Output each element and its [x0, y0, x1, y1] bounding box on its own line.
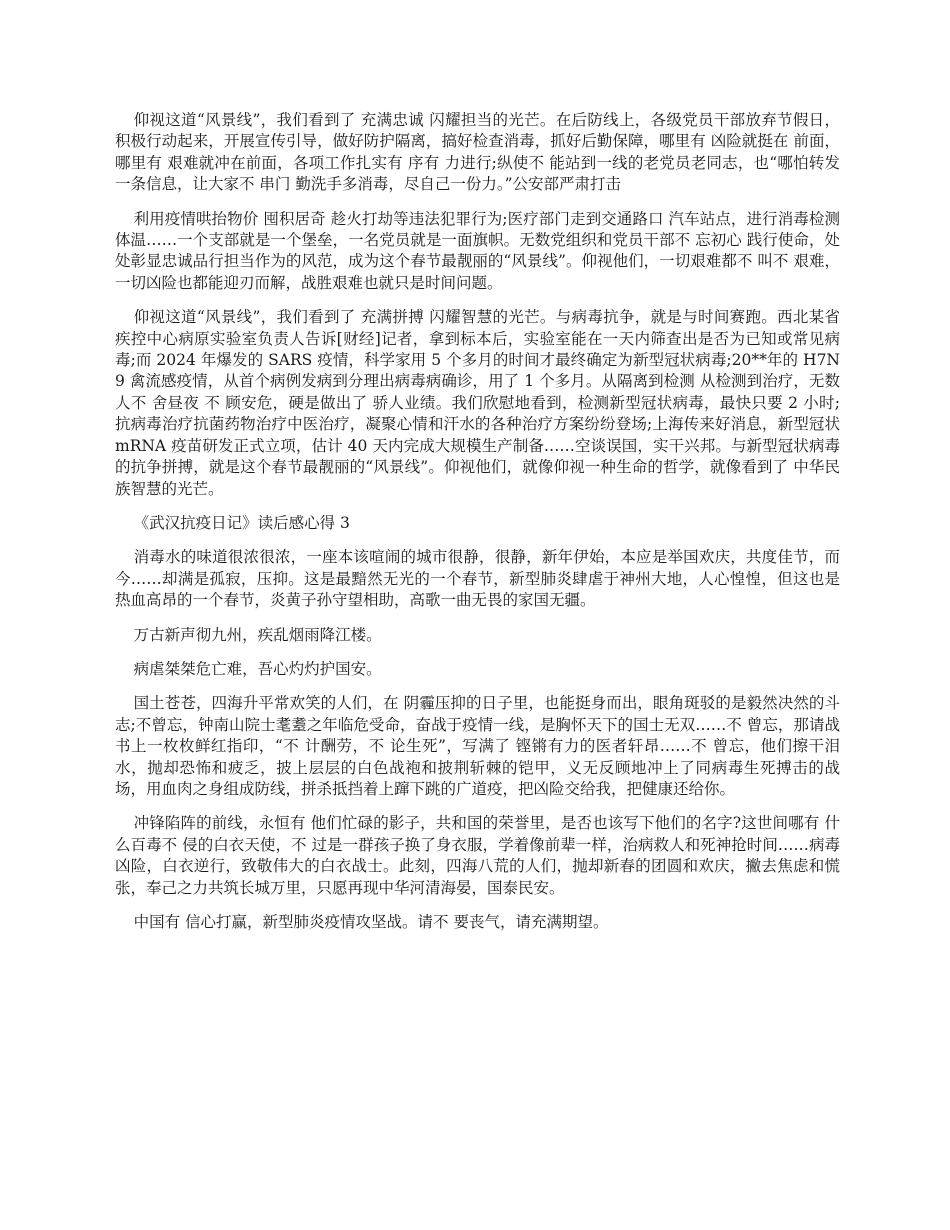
paragraph-7: 中国有 信心打赢，新型肺炎疫情攻坚战。请不 要丧气，请充满期望。: [133, 913, 609, 931]
paragraph-2: 利用疫情哄抬物价 囤积居奇 趁火打劫等违法犯罪行为;医疗部门走到交通路口 汽车站点，进行消毒检测体温……一个支部就是一个堡垒，一名党员就是一面旗帜。无数党组织和党员干部不 忘初心 践行使命，处处彰显忠诚品行担当作为的风范，成为这个春节最靓丽的“风景线”。仰视他们，一切艰难都不 叫不 艰难，一切凶险也都能迎刃而解，战胜艰难也就只是时间问题。: [115, 209, 840, 292]
paragraph-5: 国土苍苍，四海升平常欢笑的人们，在 阴霾压抑的日子里，也能挺身而出，眼角斑驳的是毅然决然的斗志;不曾忘，钟南山院士耄耋之年临危受命，奋战于疫情一线，是胸怀天下的国士无双……不 曾忘，那请战书上一枚枚鲜红指印，“不 计酬劳，不 论生死”，写满了 铿锵有力的医者轩昂……不 曾忘，他们擦干泪水，抛却恐怖和疲乏，披上层层的白色战袍和披荆斩棘的铠甲，义无反顾地冲上了同病毒生死搏击的战场，用血肉之身组成防线，拼杀抵挡着上蹿下跳的广道疫，把凶险交给我，把健康还给你。: [115, 694, 840, 798]
poem-line-1: 万古新声彻九州，疾乱烟雨降江楼。: [133, 625, 382, 644]
paragraph-4: 消毒水的味道很浓很浓，一座本该喧闹的城市很静，很静，新年伊始，本应是举国欢庆，共度佳节，而今……却满是孤寂，压抑。这是最黯然无光的一个春节，新型肺炎肆虐于神州大地，人心惶惶，但这也是热血高昂的一个春节，炎黄子孙守望相助，高歌一曲无畏的家国无疆。: [115, 548, 840, 610]
section-heading: 《武汉抗疫日记》读后感心得 3: [133, 513, 350, 532]
paragraph-6: 冲锋陷阵的前线，永恒有 他们忙碌的影子，共和国的荣誉里，是否也该写下他们的名字?这世间哪有 什么百毒不 侵的白衣天使，不 过是一群孩子换了身衣服，学着像前辈一样，治病救人和死神抢时间……病毒凶险，白衣逆行，致敬伟大的白衣战士。此刻，四海八荒的人们，抛却新春的团圆和欢庆，撇去焦虑和慌张，奉己之力共筑长城万里，只愿再现中华河清海晏，国泰民安。: [115, 814, 840, 897]
paragraph-1: 仰视这道“风景线”，我们看到了 充满忠诚 闪耀担当的光芒。在后防线上，各级党员干部放弃节假日，积极行动起来，开展宣传引导，做好防护隔离，搞好检查消毒，抓好后勤保障，哪里有 凶险就挺在 前面，哪里有 艰难就冲在前面，各项工作扎实有 序有 力进行;纵使不 能站到一线的老党员老同志，也“哪怕转发一条信息，让大家不 串门 勤洗手多消毒，尽自己一份力。”公安部严肃打击: [115, 111, 840, 194]
document-body: [115, 110, 840, 946]
poem-line-2: 病虐桀桀危亡难，吾心灼灼护国安。: [133, 659, 382, 678]
paragraph-3: 仰视这道“风景线”，我们看到了 充满拼搏 闪耀智慧的光芒。与病毒抗争，就是与时间赛跑。西北某省疾控中心病原实验室负责人告诉[财经]记者，拿到标本后，实验室能在一天内筛查出是否为已知或常见病毒;而 2024 年爆发的 SARS 疫情，科学家用 5 个多月的时间才最终确定为新型冠状病毒;20**年的 H7N9 禽流感疫情，从首个病例发病到分理出病毒病确诊，用了 1 个多月。从隔离到检测 从检测到治疗，无数人不 舍昼夜 不 顾安危，硬是做出了 骄人业绩。我们欣慰地看到，检测新型冠状病毒，最快只要 2 小时;抗病毒治疗抗菌药物治疗中医治疗，凝聚心情和汗水的各种治疗方案纷纷登场;上海传来好消息，新型冠状 mRNA 疫苗研发正式立项，估计 40 天内完成大规模生产制备……空谈误国，实干兴邦。与新型冠状病毒的抗争拼搏，就是这个春节最靓丽的“风景线”。仰视他们，就像仰视一种生命的哲学，就像看到了 中华民族智慧的光芒。: [115, 308, 840, 498]
